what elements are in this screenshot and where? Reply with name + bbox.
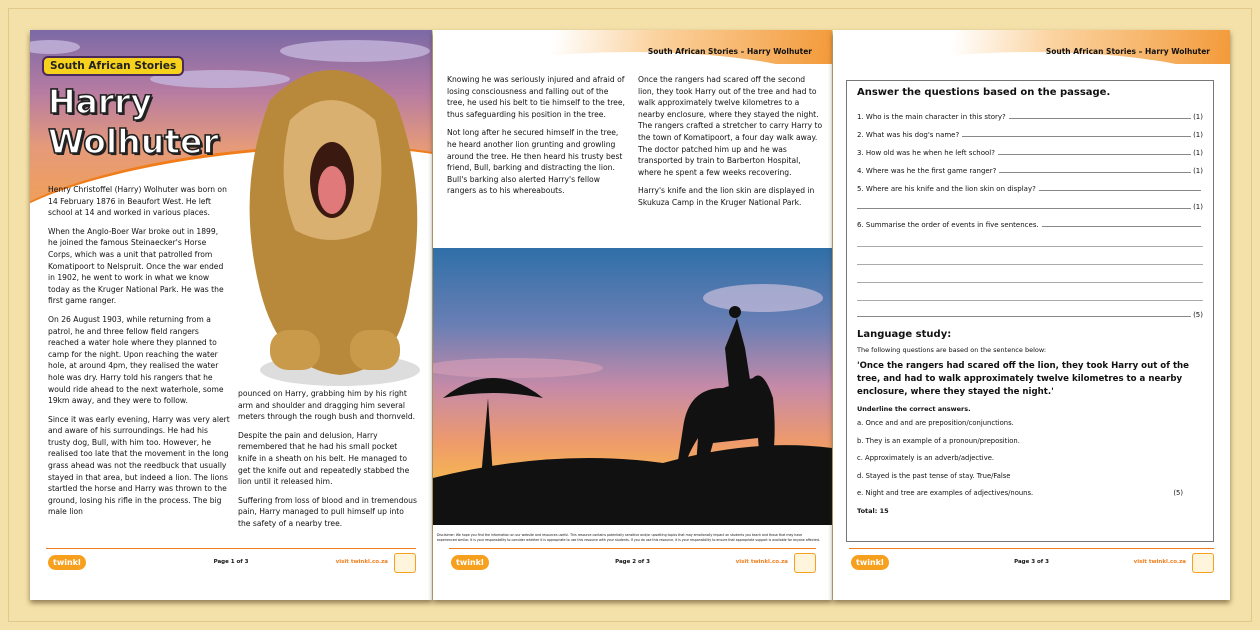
page-footer <box>449 548 816 580</box>
quoted-sentence: 'Once the rangers had scared off the lion, they took Harry out of the tree, and had to walk approximately twelve kilometres to a nearby enclosure, where they stayed the night.' <box>857 361 1189 397</box>
page-title: Harry Wolhuter <box>48 82 219 161</box>
total-marks: Total: 15 <box>857 506 889 515</box>
question: 2. What was his dog's name? (1) <box>857 131 1203 139</box>
story-column-1 <box>447 74 627 204</box>
question: 5. Where are his knife and the lion skin on display? <box>857 175 1203 193</box>
paragraph: Despite the pain and delusion, Harry remembered that he had his small pocket knife in a sheath on his belt. He managed to get the knife out and repeatedly stabbed the lion until it released him. <box>238 430 410 487</box>
twinkl-logo: twinkl <box>48 555 86 570</box>
questions-box <box>846 80 1214 542</box>
instruction: Underline the correct answers. <box>857 405 971 413</box>
roaring-lion-illustration <box>230 40 430 390</box>
paragraph: Harry's knife and the lion skin are displayed in Skukuza Camp in the Kruger National Park. <box>638 186 815 207</box>
language-item: c. Approximately is an adverb/adjective. <box>857 454 995 462</box>
answer-line[interactable] <box>998 154 1191 155</box>
twinkl-logo: twinkl <box>851 555 889 570</box>
paragraph: Since it was early evening, Harry was very alert and aware of his surroundings. He had his trusty dog, Bull, with him too. However, he realised too late that the movement in the long grass ahead was not the reedbuck that usually stayed in that area, but indeed a lion. The lions startled the horse and Harry was thrown to the ground, losing his rifle in the process. The big male lion <box>48 414 230 517</box>
story-column-2 <box>238 388 418 537</box>
paragraph: On 26 August 1903, while returning from a patrol, he and three fellow field rangers reached a water hole where they planned to camp for the night. Upon reaching the water hole, at around 4pm, they realised the water hole was dry. Harry told his rangers that he would ride ahead to the next waterhole, some 19km away, and they were to follow. <box>48 314 224 406</box>
quality-stamp-icon <box>1192 553 1214 573</box>
answer-line[interactable] <box>1009 118 1191 119</box>
page-footer <box>849 548 1214 580</box>
website-link[interactable]: visit twinkl.co.za <box>735 559 788 565</box>
disclaimer-text: Disclaimer: We hope you find the information on our website and resources useful. This resource contains potentially sensitive and/or upsetting topics that may emotionally impact on students you teach and those that may have experienced similar. It is your responsibility to consider whether it is appropriate to use this resource with your students. If you do use this resource, it is your responsibility to ensure that appropriate support is available for anyone affected. <box>437 533 820 542</box>
question: 6. Summarise the order of events in five sentences. <box>857 211 1203 229</box>
page-1 <box>30 30 432 600</box>
answer-line[interactable] <box>857 229 1203 247</box>
paragraph: Once the rangers had scared off the second lion, they took Harry out of the tree and had to walk approximately twelve kilometres to a nearby enclosure, where they stayed the night. The rangers crafted a stretcher to carry Harry to the town of Komatipoort, a four day walk away. The doctor patched him up and he was transported by train to Barberton Hospital, where he spent a few weeks recovering. <box>638 75 823 177</box>
ranger-on-horse-silhouette-illustration <box>433 248 832 525</box>
page-2 <box>433 30 832 600</box>
language-item: e. Night and tree are examples of adjectives/nouns. (5) <box>857 489 1183 497</box>
paragraph: pounced on Harry, grabbing him by his right arm and shoulder and dragging him several meters through the rough bush and thornveld. <box>238 389 416 422</box>
answer-line[interactable] <box>857 247 1203 265</box>
website-link[interactable]: visit twinkl.co.za <box>1133 559 1186 565</box>
paragraph: Not long after he secured himself in the tree, he heard another lion grunting and growling around the tree. He then heard his trusty best friend, Bull, barking and distracting the lion. Bull's barking also alerted Harry's fellow rangers as to his whereabouts. <box>447 128 623 196</box>
questions-heading: Answer the questions based on the passage. <box>857 87 1111 98</box>
question-continuation: (5) <box>857 301 1203 319</box>
header-title: South African Stories – Harry Wolhuter <box>647 47 812 56</box>
language-item: a. Once and and are preposition/conjunctions. <box>857 419 1014 427</box>
quality-stamp-icon <box>394 553 416 573</box>
language-study-heading: Language study: <box>857 329 952 340</box>
question: 4. Where was he the first game ranger? (1) <box>857 167 1203 175</box>
story-column-2 <box>638 74 823 216</box>
page-3 <box>833 30 1230 600</box>
series-badge: South African Stories <box>42 56 184 76</box>
language-item: b. They is an example of a pronoun/preposition. <box>857 436 1020 445</box>
header-title: South African Stories – Harry Wolhuter <box>1045 47 1210 56</box>
page-number: Page 3 of 3 <box>1014 559 1049 565</box>
answer-line[interactable] <box>857 316 1191 317</box>
answer-line[interactable] <box>962 136 1191 137</box>
language-intro: The following questions are based on the sentence below: <box>857 346 1047 354</box>
paragraph: Henry Christoffel (Harry) Wolhuter was born on 14 February 1876 in Beaufort West. He left school at 14 and worked in various places. <box>48 185 227 218</box>
website-link[interactable]: visit twinkl.co.za <box>335 559 388 565</box>
quality-stamp-icon <box>794 553 816 573</box>
twinkl-logo: twinkl <box>451 555 489 570</box>
answer-line[interactable] <box>857 208 1191 209</box>
answer-line[interactable] <box>1042 226 1201 227</box>
answer-line[interactable] <box>857 283 1203 301</box>
answer-line[interactable] <box>999 172 1191 173</box>
question-continuation: (1) <box>857 193 1203 211</box>
answer-line[interactable] <box>857 265 1203 283</box>
answer-line[interactable] <box>1039 190 1201 191</box>
paragraph: Suffering from loss of blood and in tremendous pain, Harry managed to pull himself up into the safety of a nearby tree. <box>238 495 417 528</box>
story-column-1 <box>48 184 230 525</box>
question: 1. Who is the main character in this story? (1) <box>857 113 1203 121</box>
language-item: d. Stayed is the past tense of stay. True/False <box>857 471 1011 480</box>
paragraph: Knowing he was seriously injured and afraid of losing consciousness and falling out of the tree, he used his belt to tie himself to the tree, thus safeguarding his position in the tree. <box>447 75 625 119</box>
question: 3. How old was he when he left school? (1) <box>857 149 1203 157</box>
page-number: Page 1 of 3 <box>213 559 249 565</box>
paragraph: When the Anglo-Boer War broke out in 1899, he joined the famous Steinaecker's Horse Corps, which was a unit that patrolled from Komatipoort to Nelspruit. Once the war ended in 1902, he went to work in what we know today as the Kruger National Park. He was the first game ranger. <box>48 226 224 306</box>
page-number: Page 2 of 3 <box>615 559 650 565</box>
page-footer <box>46 548 416 580</box>
